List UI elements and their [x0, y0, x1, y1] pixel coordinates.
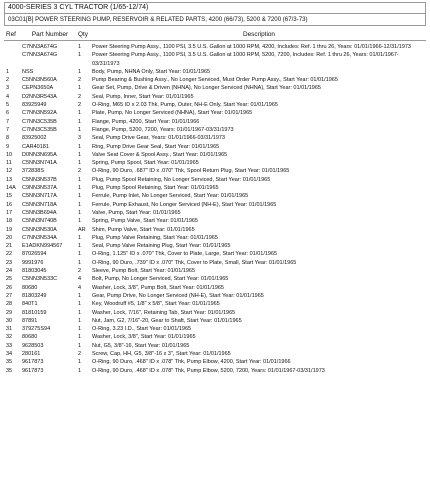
- part-number: C5NN3N740B: [22, 218, 57, 225]
- part-number: C7NN3C535B: [22, 126, 57, 133]
- part-description: Nut, G5, 3/8"-16, Start Year: 01/01/1965: [92, 342, 190, 349]
- part-ref: 9: [6, 143, 10, 150]
- part-row: [4, 201, 426, 209]
- part-number: C5NN3N530A: [22, 226, 57, 233]
- part-row: [4, 217, 426, 225]
- part-qty: 1: [78, 118, 82, 125]
- part-ref: 32: [6, 334, 13, 341]
- part-row: [4, 176, 426, 184]
- part-qty: 4: [78, 276, 82, 283]
- part-number: C5NN3N537B: [22, 176, 57, 183]
- part-ref: 7: [6, 126, 10, 133]
- part-ref: 16: [6, 201, 13, 208]
- part-ref: 12: [6, 168, 13, 175]
- part-number: 81803249: [22, 292, 47, 299]
- part-description: Power Steering Pump Assy., 1100 PSI, 3.5 U.S. Gallon at 1000 RPM, 5200, 7200, Includes: Ref. 1 thru 26, Years: 01/01/1967-03/31/1973: [92, 52, 399, 67]
- part-qty: 1: [78, 176, 82, 183]
- part-description: Gear Set, Pump, Drive & Driven (NHNA), No Longer Serviced (NHNA), Start Year: 01/01/1965: [92, 85, 321, 92]
- part-description: Ferrule, Pump Inlet, No Longer Serviced, Start Year: 01/01/1965: [92, 193, 249, 200]
- part-description: O-Ring, 90 Duro, .468" ID x .078" Thk, Pump Elbow, 4200, Start Year: 01/01/1966: [92, 359, 291, 366]
- part-ref: 26: [6, 284, 13, 291]
- part-description: Body, Pump, NHNA Only, Start Year: 01/01/1965: [92, 68, 211, 75]
- part-ref: 34: [6, 350, 13, 357]
- part-number: C5NN3N560A: [22, 77, 57, 84]
- part-row: [4, 292, 426, 300]
- col-ref: Ref: [6, 31, 16, 38]
- part-number: 840T1: [22, 301, 38, 308]
- part-qty: 3: [78, 135, 82, 142]
- part-number: 87891: [22, 317, 38, 324]
- part-qty: 1: [78, 301, 82, 308]
- part-description: Plug, Pump Spool Retaining, No Longer Serviced, Start Year: 01/01/1965: [92, 176, 271, 183]
- part-description: Valve Seat Cover & Spool Assy., Start Year: 01/01/1965: [92, 151, 228, 158]
- part-description: O-Ring, 1.125" ID x .070" Thk, Cover to Plate, Large, Start Year: 01/01/1965: [92, 251, 278, 258]
- part-qty: 1: [78, 317, 82, 324]
- part-ref: 24: [6, 268, 13, 275]
- part-description: Plug, Pump Valve Retaining, Start Year: 01/01/1965: [92, 234, 218, 241]
- part-ref: 13: [6, 176, 13, 183]
- part-ref: 28: [6, 301, 13, 308]
- part-description: Gear, Pump Drive, No Longer Serviced (NH-E), Start Year: 01/01/1965: [92, 292, 264, 299]
- part-number: 9617873: [22, 367, 44, 374]
- part-ref: 10: [6, 151, 13, 158]
- part-row: [4, 143, 426, 151]
- part-row: [4, 333, 426, 341]
- part-number: C5NN3B694A: [22, 209, 57, 216]
- col-description: Description: [243, 31, 275, 38]
- part-description: Valve, Pump, Start Year: 01/01/1965: [92, 209, 181, 216]
- part-ref: 2: [6, 77, 10, 84]
- col-part-number: Part Number: [31, 31, 69, 38]
- part-row: [4, 76, 426, 84]
- part-number: 372838S: [22, 168, 45, 175]
- part-ref: 25: [6, 276, 13, 283]
- part-number: C7NN3A674G: [22, 44, 58, 50]
- part-number: 81810159: [22, 309, 47, 316]
- part-ref: 33: [6, 342, 13, 349]
- part-description: Plate, Pump, No Longer Serviced (NHNA), Start Year: 01/01/1965: [92, 110, 253, 117]
- part-ref: 18: [6, 218, 13, 225]
- part-row: [4, 167, 426, 175]
- part-row: [4, 84, 426, 92]
- part-number: 379275S94: [22, 326, 51, 333]
- part-number: 80680: [22, 284, 38, 291]
- part-description: Pump Bearing & Bushing Assy., No Longer Serviced, Must Order Pump Assy., Start Year: 01/01/1965: [92, 77, 338, 84]
- part-description: O-Ring, 90 Duro, .687" ID x .070" Thk, Spool Return Plug, Start Year: 01/01/1965: [92, 168, 290, 175]
- part-qty: 1: [78, 326, 82, 333]
- part-description: O-Ring, 90 Duro, .739" ID x .070" Thk, Cover to Plate, Small, Start Year: 01/01/1965: [92, 259, 297, 266]
- part-number: 81803045: [22, 268, 47, 275]
- part-ref: 1: [6, 68, 10, 75]
- part-number: D2NN3R543A: [22, 93, 57, 100]
- part-description: O-Ring, 90 Duro, .468" ID x .078" Thk, Pump Elbow, 5200, 7200, Years: 01/01/1967-03/31/1973: [92, 367, 325, 374]
- part-number: 9991976: [22, 259, 44, 266]
- section-title: 03C01[B] POWER STEERING PUMP, RESERVOIR & RELATED PARTS, 4200 (66/73), 5200 & 7200 (67/3-73): [8, 16, 308, 23]
- part-qty: 2: [78, 168, 82, 175]
- part-row: [4, 226, 426, 234]
- part-description: Power Steering Pump Assy., 1100 PSI, 3.5 U.S. Gallon at 1000 RPM, 4200, Includes: Ref. 1 thru 26, Years: 01/01/1966-12/31/1973: [92, 44, 411, 50]
- part-ref: 17: [6, 209, 13, 216]
- part-row: [4, 300, 426, 308]
- part-description: Washer, Lock, 3/8", Start Year: 01/01/1965: [92, 334, 196, 341]
- part-qty: 1: [78, 342, 82, 349]
- part-number: C7NN3A674G: [22, 52, 58, 59]
- part-qty: 1: [78, 44, 82, 50]
- part-number: C7NN3N534A: [22, 234, 57, 241]
- part-qty: AR: [78, 226, 86, 233]
- part-row: [4, 68, 426, 76]
- part-qty: 1: [78, 151, 82, 158]
- part-qty: 1: [78, 251, 82, 258]
- part-description: Nut, Jam, G2, 7/16"-20, Gear to Shaft, Start Year: 01/01/1965: [92, 317, 242, 324]
- part-row: [4, 267, 426, 275]
- part-number: 83925002: [22, 135, 47, 142]
- part-row: [4, 51, 426, 68]
- part-row: [4, 284, 426, 292]
- part-number: C5NN3N718A: [22, 201, 57, 208]
- parts-page: [4, 2, 426, 498]
- part-row: [4, 151, 426, 159]
- part-ref: 15: [6, 193, 13, 200]
- catalog-title: 4000-SERIES 3 CYL TRACTOR (1/65-12/74): [5, 3, 425, 14]
- part-qty: 1: [78, 68, 82, 75]
- part-number: C5NN3N717A: [22, 193, 57, 200]
- part-row: [4, 259, 426, 267]
- part-number: 280161: [22, 350, 41, 357]
- part-qty: 2: [78, 93, 82, 100]
- part-row: [4, 184, 426, 192]
- part-ref: 19: [6, 226, 13, 233]
- part-ref: 23: [6, 259, 13, 266]
- part-ref: 31: [6, 326, 13, 333]
- part-qty: 1: [78, 126, 82, 133]
- part-qty: 1: [78, 243, 82, 250]
- part-qty: 2: [78, 102, 82, 109]
- part-qty: 1: [78, 292, 82, 299]
- part-description: O-Ring, M65 ID x 2.03 Thk, Pump, Outer, NH-E Only, Start Year: 01/01/1965: [92, 102, 278, 109]
- part-description: Screw, Cap, HH, G5, 3/8"-16 x 3", Start Year: 01/01/1965: [92, 350, 231, 357]
- part-ref: 22: [6, 251, 13, 258]
- part-ref: 6: [6, 110, 10, 117]
- part-qty: 1: [78, 85, 82, 92]
- part-number: CEPN3650A: [22, 85, 54, 92]
- part-qty: 2: [78, 268, 82, 275]
- part-qty: 4: [78, 284, 82, 291]
- part-qty: 1: [78, 160, 82, 167]
- part-number: 9628503: [22, 342, 44, 349]
- part-ref: 21: [6, 243, 13, 250]
- part-description: Sleeve, Pump Bolt, Start Year: 01/01/1965: [92, 268, 196, 275]
- part-row: [4, 275, 426, 283]
- part-qty: 1: [78, 234, 82, 241]
- part-description: O-Ring, 3.23 I.D., Start Year: 01/01/1965: [92, 326, 192, 333]
- part-row: [4, 134, 426, 142]
- part-row: [4, 242, 426, 250]
- part-description: Spring, Pump Valve, Start Year: 01/01/1965: [92, 218, 198, 225]
- part-row: [4, 101, 426, 109]
- part-row: [4, 350, 426, 358]
- part-qty: 1: [78, 52, 82, 59]
- part-qty: 1: [78, 259, 82, 266]
- part-description: Seal, Pump Drive Gear, Years: 01/01/1966-03/31/1973: [92, 135, 226, 142]
- part-qty: 1: [78, 110, 82, 117]
- part-row: [4, 367, 426, 375]
- part-row: [4, 342, 426, 350]
- part-row: [4, 126, 426, 134]
- part-ref: 29: [6, 309, 13, 316]
- part-qty: 1: [78, 201, 82, 208]
- parts-list: [4, 43, 426, 375]
- part-qty: 1: [78, 334, 82, 341]
- part-number: NSS: [22, 68, 34, 75]
- part-description: Plug, Pump Spool Retaining, Start Year: 01/01/1965: [92, 185, 219, 192]
- part-ref: 14A: [6, 185, 16, 192]
- part-number: CAR40181: [22, 143, 49, 150]
- part-number: C9NN3N537A: [22, 185, 57, 192]
- part-number: C5NN3N533C: [22, 276, 58, 283]
- part-row: [4, 317, 426, 325]
- part-description: Key, Woodruff #5, 1/8" x 5/8", Start Year: 01/01/1965: [92, 301, 220, 308]
- part-ref: 35: [6, 367, 13, 374]
- part-number: C7NN3C535B: [22, 118, 57, 125]
- part-qty: 1: [78, 359, 82, 366]
- part-description: Ferrule, Pump Exhaust, No Longer Serviced (NH-E), Start Year: 01/01/1965: [92, 201, 277, 208]
- part-description: Bolt, Pump, No Longer Serviced, Start Year: 01/01/1965: [92, 276, 229, 283]
- part-ref: 35: [6, 359, 13, 366]
- part-row: [4, 325, 426, 333]
- part-number: 9617873: [22, 359, 44, 366]
- part-ref: 11: [6, 160, 12, 167]
- part-ref: 20: [6, 234, 13, 241]
- part-ref: 27: [6, 292, 13, 299]
- part-description: Flange, Pump, 5200, 7200, Years: 01/01/1967-03/31/1973: [92, 126, 234, 133]
- part-row: [4, 209, 426, 217]
- part-qty: 2: [78, 77, 82, 84]
- part-row: [4, 159, 426, 167]
- part-row: [4, 93, 426, 101]
- part-ref: 5: [6, 102, 10, 109]
- part-qty: 1: [78, 218, 82, 225]
- part-qty: 1: [78, 367, 82, 374]
- part-row: [4, 192, 426, 200]
- part-qty: 1: [78, 309, 82, 316]
- part-qty: 1: [78, 209, 82, 216]
- part-number: 83925949: [22, 102, 47, 109]
- part-qty: 2: [78, 350, 82, 357]
- part-description: Spring, Pump Spool, Start Year: 01/01/1965: [92, 160, 199, 167]
- part-number: D0NN3N695A: [22, 151, 57, 158]
- part-description: Flange, Pump, 4200, Start Year: 01/01/1966: [92, 118, 200, 125]
- part-row: [4, 250, 426, 258]
- catalog-header: [4, 2, 426, 26]
- part-row: [4, 109, 426, 117]
- part-description: Shim, Pump Valve, Start Year: 01/01/1965: [92, 226, 195, 233]
- part-ref: 8: [6, 135, 10, 142]
- column-headers: [4, 30, 426, 41]
- part-row: [4, 234, 426, 242]
- part-description: Ring, Pump Drive Gear Seal, Start Year: 01/01/1965: [92, 143, 220, 150]
- part-number: 87026594: [22, 251, 47, 258]
- part-number: C7NN3N592A: [22, 110, 57, 117]
- part-ref: 7: [6, 118, 10, 125]
- part-number: C5NN3N741A: [22, 160, 57, 167]
- part-number: 80680: [22, 334, 38, 341]
- part-number: E1ADKN994567: [22, 243, 63, 250]
- part-qty: 1: [78, 185, 82, 192]
- part-row: [4, 358, 426, 366]
- part-ref: 4: [6, 93, 10, 100]
- part-row: [4, 118, 426, 126]
- part-ref: 30: [6, 317, 13, 324]
- part-description: Seal, Pump Valve Retaining Plug, Start Year: 01/01/1965: [92, 243, 231, 250]
- part-qty: 1: [78, 193, 82, 200]
- part-row: [4, 309, 426, 317]
- part-qty: 1: [78, 143, 82, 150]
- part-description: Seal, Pump, Inner, Start Year: 01/01/1965: [92, 93, 194, 100]
- part-ref: 3: [6, 85, 10, 92]
- part-description: Washer, Lock, 7/16", Retaining Tab, Start Year: 01/01/1965: [92, 309, 236, 316]
- part-row: [4, 43, 426, 51]
- part-description: Washer, Lock, 3/8", Pump Bolt, Start Year: 01/01/1965: [92, 284, 224, 291]
- col-qty: Qty: [78, 31, 88, 38]
